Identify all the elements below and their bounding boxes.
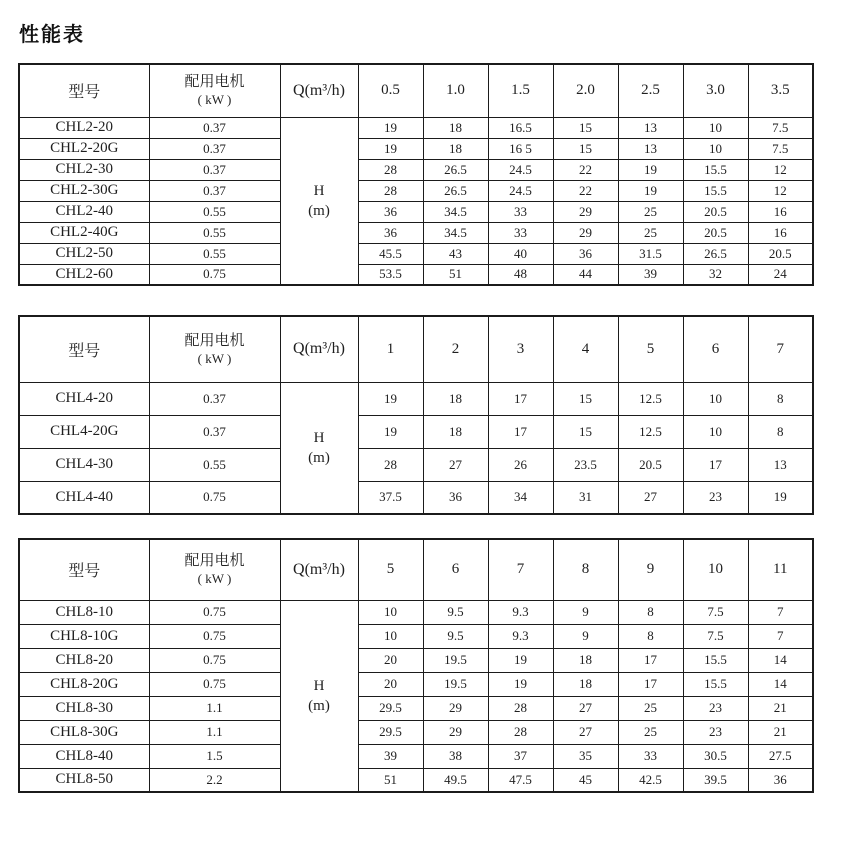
head-unit-cell [280, 382, 358, 514]
head-value-cell: 23.5 [553, 448, 618, 481]
power-cell: 0.37 [149, 159, 280, 180]
head-value-cell: 49.5 [423, 768, 488, 792]
header-row [19, 64, 813, 117]
head-value-cell: 32 [683, 264, 748, 285]
head-value-cell: 9.3 [488, 600, 553, 624]
head-value-cell: 13 [618, 117, 683, 138]
head-value-cell: 10 [358, 600, 423, 624]
head-value-cell: 8 [618, 600, 683, 624]
head-value-cell: 7.5 [683, 600, 748, 624]
power-cell: 0.37 [149, 180, 280, 201]
col-header-q-value: 2.5 [618, 64, 683, 117]
head-value-cell: 18 [423, 415, 488, 448]
power-cell: 2.2 [149, 768, 280, 792]
head-value-cell: 36 [748, 768, 813, 792]
col-header-motor [149, 64, 280, 117]
model-cell: CHL2-40G [19, 222, 149, 243]
motor-label-line2: ( kW ) [197, 92, 232, 107]
head-value-cell: 53.5 [358, 264, 423, 285]
head-value-cell: 37.5 [358, 481, 423, 514]
model-cell: CHL2-40 [19, 201, 149, 222]
head-value-cell: 15.5 [683, 672, 748, 696]
col-header-q-value: 1.5 [488, 64, 553, 117]
power-cell: 0.37 [149, 382, 280, 415]
table-row [19, 159, 813, 180]
head-value-cell: 8 [748, 415, 813, 448]
head-value-cell: 20 [358, 672, 423, 696]
head-value-cell: 16 [748, 222, 813, 243]
head-value-cell: 19 [358, 138, 423, 159]
col-header-flow: Q(m³/h) [280, 64, 358, 117]
table-row [19, 720, 813, 744]
head-value-cell: 26 [488, 448, 553, 481]
head-value-cell: 10 [683, 117, 748, 138]
performance-table-chl4 [18, 315, 814, 515]
head-value-cell: 19 [358, 117, 423, 138]
head-value-cell: 15.5 [683, 648, 748, 672]
table-row [19, 648, 813, 672]
head-value-cell: 16 5 [488, 138, 553, 159]
table-row [19, 117, 813, 138]
head-value-cell: 37 [488, 744, 553, 768]
head-value-cell: 12.5 [618, 382, 683, 415]
head-value-cell: 22 [553, 159, 618, 180]
head-value-cell: 33 [488, 201, 553, 222]
table-row [19, 415, 813, 448]
col-header-q-value: 11 [748, 539, 813, 600]
col-header-q-value: 9 [618, 539, 683, 600]
head-value-cell: 47.5 [488, 768, 553, 792]
model-cell: CHL8-10G [19, 624, 149, 648]
head-value-cell: 10 [683, 138, 748, 159]
head-value-cell: 26.5 [423, 159, 488, 180]
table-row [19, 264, 813, 285]
power-cell: 0.55 [149, 201, 280, 222]
head-value-cell: 24 [748, 264, 813, 285]
head-value-cell: 13 [748, 448, 813, 481]
head-value-cell: 15 [553, 117, 618, 138]
head-value-cell: 25 [618, 696, 683, 720]
head-value-cell: 19 [358, 382, 423, 415]
head-value-cell: 14 [748, 648, 813, 672]
head-value-cell: 31 [553, 481, 618, 514]
table-row [19, 180, 813, 201]
head-value-cell: 39 [358, 744, 423, 768]
power-cell: 0.75 [149, 600, 280, 624]
head-value-cell: 10 [683, 382, 748, 415]
head-value-cell: 39 [618, 264, 683, 285]
head-value-cell: 20 [358, 648, 423, 672]
head-value-cell: 19 [488, 672, 553, 696]
head-value-cell: 19 [618, 159, 683, 180]
head-value-cell: 28 [358, 159, 423, 180]
head-value-cell: 24.5 [488, 180, 553, 201]
head-value-cell: 19 [358, 415, 423, 448]
model-cell: CHL4-20 [19, 382, 149, 415]
head-value-cell: 15 [553, 138, 618, 159]
power-cell: 0.75 [149, 648, 280, 672]
head-value-cell: 15 [553, 382, 618, 415]
power-cell: 0.55 [149, 243, 280, 264]
col-header-q-value: 3.0 [683, 64, 748, 117]
head-value-cell: 28 [358, 448, 423, 481]
head-value-cell: 39.5 [683, 768, 748, 792]
head-value-cell: 43 [423, 243, 488, 264]
head-unit-line2: (m) [308, 697, 330, 714]
power-cell: 0.75 [149, 624, 280, 648]
power-cell: 0.55 [149, 222, 280, 243]
head-value-cell: 20.5 [683, 201, 748, 222]
head-value-cell: 23 [683, 720, 748, 744]
head-value-cell: 23 [683, 696, 748, 720]
model-cell: CHL8-40 [19, 744, 149, 768]
head-value-cell: 29 [553, 201, 618, 222]
head-value-cell: 33 [488, 222, 553, 243]
motor-label-line1: 配用电机 [184, 332, 245, 349]
head-value-cell: 26.5 [423, 180, 488, 201]
col-header-flow: Q(m³/h) [280, 316, 358, 382]
motor-label-line1: 配用电机 [184, 74, 245, 91]
head-value-cell: 19 [618, 180, 683, 201]
power-cell: 0.55 [149, 448, 280, 481]
table-row [19, 222, 813, 243]
header-row [19, 539, 813, 600]
head-value-cell: 51 [358, 768, 423, 792]
col-header-q-value: 3.5 [748, 64, 813, 117]
col-header-q-value: 5 [358, 539, 423, 600]
head-value-cell: 28 [488, 720, 553, 744]
motor-label-line2: ( kW ) [197, 571, 232, 586]
head-value-cell: 12 [748, 180, 813, 201]
head-value-cell: 27 [553, 696, 618, 720]
model-cell: CHL2-20 [19, 117, 149, 138]
model-cell: CHL8-10 [19, 600, 149, 624]
model-cell: CHL4-40 [19, 481, 149, 514]
col-header-q-value: 10 [683, 539, 748, 600]
power-cell: 0.37 [149, 117, 280, 138]
table-row [19, 768, 813, 792]
head-value-cell: 8 [618, 624, 683, 648]
head-value-cell: 33 [618, 744, 683, 768]
head-unit-line1: H [313, 429, 325, 446]
head-value-cell: 25 [618, 201, 683, 222]
head-value-cell: 38 [423, 744, 488, 768]
head-value-cell: 17 [618, 648, 683, 672]
head-value-cell: 29.5 [358, 720, 423, 744]
table-row [19, 382, 813, 415]
table-row [19, 481, 813, 514]
head-value-cell: 27 [423, 448, 488, 481]
head-value-cell: 36 [358, 201, 423, 222]
col-header-model: 型号 [19, 316, 149, 382]
head-value-cell: 18 [553, 672, 618, 696]
head-value-cell: 17 [683, 448, 748, 481]
head-value-cell: 17 [618, 672, 683, 696]
head-value-cell: 40 [488, 243, 553, 264]
table-row [19, 201, 813, 222]
head-value-cell: 35 [553, 744, 618, 768]
model-cell: CHL2-20G [19, 138, 149, 159]
head-value-cell: 28 [488, 696, 553, 720]
motor-label-line1: 配用电机 [184, 553, 245, 570]
head-value-cell: 28 [358, 180, 423, 201]
col-header-q-value: 1 [358, 316, 423, 382]
head-value-cell: 17 [488, 415, 553, 448]
model-cell: CHL2-30 [19, 159, 149, 180]
head-value-cell: 17 [488, 382, 553, 415]
performance-table-chl2 [18, 63, 814, 286]
col-header-flow: Q(m³/h) [280, 539, 358, 600]
head-value-cell: 10 [683, 415, 748, 448]
head-value-cell: 20.5 [618, 448, 683, 481]
model-cell: CHL8-20 [19, 648, 149, 672]
head-value-cell: 26.5 [683, 243, 748, 264]
col-header-q-value: 6 [423, 539, 488, 600]
head-value-cell: 9.3 [488, 624, 553, 648]
head-value-cell: 7 [748, 624, 813, 648]
head-value-cell: 15 [553, 415, 618, 448]
power-cell: 0.37 [149, 138, 280, 159]
head-value-cell: 18 [423, 382, 488, 415]
head-value-cell: 7.5 [748, 117, 813, 138]
head-value-cell: 23 [683, 481, 748, 514]
col-header-model: 型号 [19, 539, 149, 600]
head-value-cell: 19.5 [423, 672, 488, 696]
head-unit-cell [280, 117, 358, 285]
power-cell: 0.37 [149, 415, 280, 448]
head-value-cell: 16 [748, 201, 813, 222]
col-header-q-value: 7 [488, 539, 553, 600]
col-header-q-value: 7 [748, 316, 813, 382]
head-unit-cell [280, 600, 358, 792]
head-value-cell: 44 [553, 264, 618, 285]
head-value-cell: 20.5 [748, 243, 813, 264]
col-header-q-value: 5 [618, 316, 683, 382]
head-value-cell: 48 [488, 264, 553, 285]
head-value-cell: 51 [423, 264, 488, 285]
power-cell: 0.75 [149, 481, 280, 514]
table-row [19, 448, 813, 481]
head-value-cell: 7 [748, 600, 813, 624]
head-value-cell: 8 [748, 382, 813, 415]
col-header-q-value: 2.0 [553, 64, 618, 117]
table-row [19, 624, 813, 648]
head-value-cell: 9.5 [423, 600, 488, 624]
head-value-cell: 45.5 [358, 243, 423, 264]
model-cell: CHL2-50 [19, 243, 149, 264]
model-cell: CHL2-60 [19, 264, 149, 285]
head-value-cell: 9 [553, 624, 618, 648]
motor-label-line2: ( kW ) [197, 350, 232, 366]
table-row [19, 744, 813, 768]
header-row [19, 316, 813, 382]
head-value-cell: 12.5 [618, 415, 683, 448]
power-cell: 1.1 [149, 720, 280, 744]
model-cell: CHL8-30G [19, 720, 149, 744]
power-cell: 0.75 [149, 672, 280, 696]
head-value-cell: 34.5 [423, 222, 488, 243]
model-cell: CHL4-20G [19, 415, 149, 448]
head-value-cell: 22 [553, 180, 618, 201]
table-row [19, 600, 813, 624]
power-cell: 0.75 [149, 264, 280, 285]
head-value-cell: 27 [553, 720, 618, 744]
head-value-cell: 25 [618, 222, 683, 243]
head-value-cell: 45 [553, 768, 618, 792]
head-value-cell: 18 [553, 648, 618, 672]
head-value-cell: 24.5 [488, 159, 553, 180]
head-value-cell: 18 [423, 117, 488, 138]
col-header-motor [149, 316, 280, 382]
head-value-cell: 36 [553, 243, 618, 264]
head-value-cell: 14 [748, 672, 813, 696]
head-value-cell: 21 [748, 696, 813, 720]
head-value-cell: 20.5 [683, 222, 748, 243]
head-value-cell: 13 [618, 138, 683, 159]
table-row [19, 672, 813, 696]
head-unit-line2: (m) [308, 202, 330, 219]
head-value-cell: 27.5 [748, 744, 813, 768]
table-row [19, 138, 813, 159]
col-header-q-value: 1.0 [423, 64, 488, 117]
head-value-cell: 19 [748, 481, 813, 514]
head-value-cell: 34.5 [423, 201, 488, 222]
head-unit-line1: H [313, 182, 325, 199]
head-value-cell: 29 [553, 222, 618, 243]
col-header-q-value: 2 [423, 316, 488, 382]
head-value-cell: 15.5 [683, 159, 748, 180]
col-header-q-value: 0.5 [358, 64, 423, 117]
head-value-cell: 36 [423, 481, 488, 514]
col-header-motor [149, 539, 280, 600]
head-value-cell: 18 [423, 138, 488, 159]
model-cell: CHL8-30 [19, 696, 149, 720]
head-value-cell: 36 [358, 222, 423, 243]
col-header-q-value: 8 [553, 539, 618, 600]
power-cell: 1.1 [149, 696, 280, 720]
head-unit-line2: (m) [308, 449, 330, 466]
head-value-cell: 7.5 [748, 138, 813, 159]
table-row [19, 696, 813, 720]
model-cell: CHL4-30 [19, 448, 149, 481]
head-value-cell: 16.5 [488, 117, 553, 138]
head-value-cell: 7.5 [683, 624, 748, 648]
head-value-cell: 19.5 [423, 648, 488, 672]
head-value-cell: 27 [618, 481, 683, 514]
head-value-cell: 15.5 [683, 180, 748, 201]
head-value-cell: 29.5 [358, 696, 423, 720]
head-value-cell: 29 [423, 720, 488, 744]
power-cell: 1.5 [149, 744, 280, 768]
col-header-q-value: 3 [488, 316, 553, 382]
head-value-cell: 9 [553, 600, 618, 624]
model-cell: CHL8-50 [19, 768, 149, 792]
performance-table-chl8 [18, 538, 814, 793]
head-value-cell: 19 [488, 648, 553, 672]
model-cell: CHL8-20G [19, 672, 149, 696]
model-cell: CHL2-30G [19, 180, 149, 201]
col-header-model: 型号 [19, 64, 149, 117]
col-header-q-value: 4 [553, 316, 618, 382]
head-value-cell: 29 [423, 696, 488, 720]
head-value-cell: 31.5 [618, 243, 683, 264]
head-value-cell: 12 [748, 159, 813, 180]
col-header-q-value: 6 [683, 316, 748, 382]
head-value-cell: 34 [488, 481, 553, 514]
head-value-cell: 30.5 [683, 744, 748, 768]
head-value-cell: 21 [748, 720, 813, 744]
head-value-cell: 25 [618, 720, 683, 744]
table-row [19, 243, 813, 264]
page-title: 性能表 [19, 22, 85, 46]
head-value-cell: 9.5 [423, 624, 488, 648]
head-unit-line1: H [313, 677, 325, 694]
head-value-cell: 10 [358, 624, 423, 648]
head-value-cell: 42.5 [618, 768, 683, 792]
